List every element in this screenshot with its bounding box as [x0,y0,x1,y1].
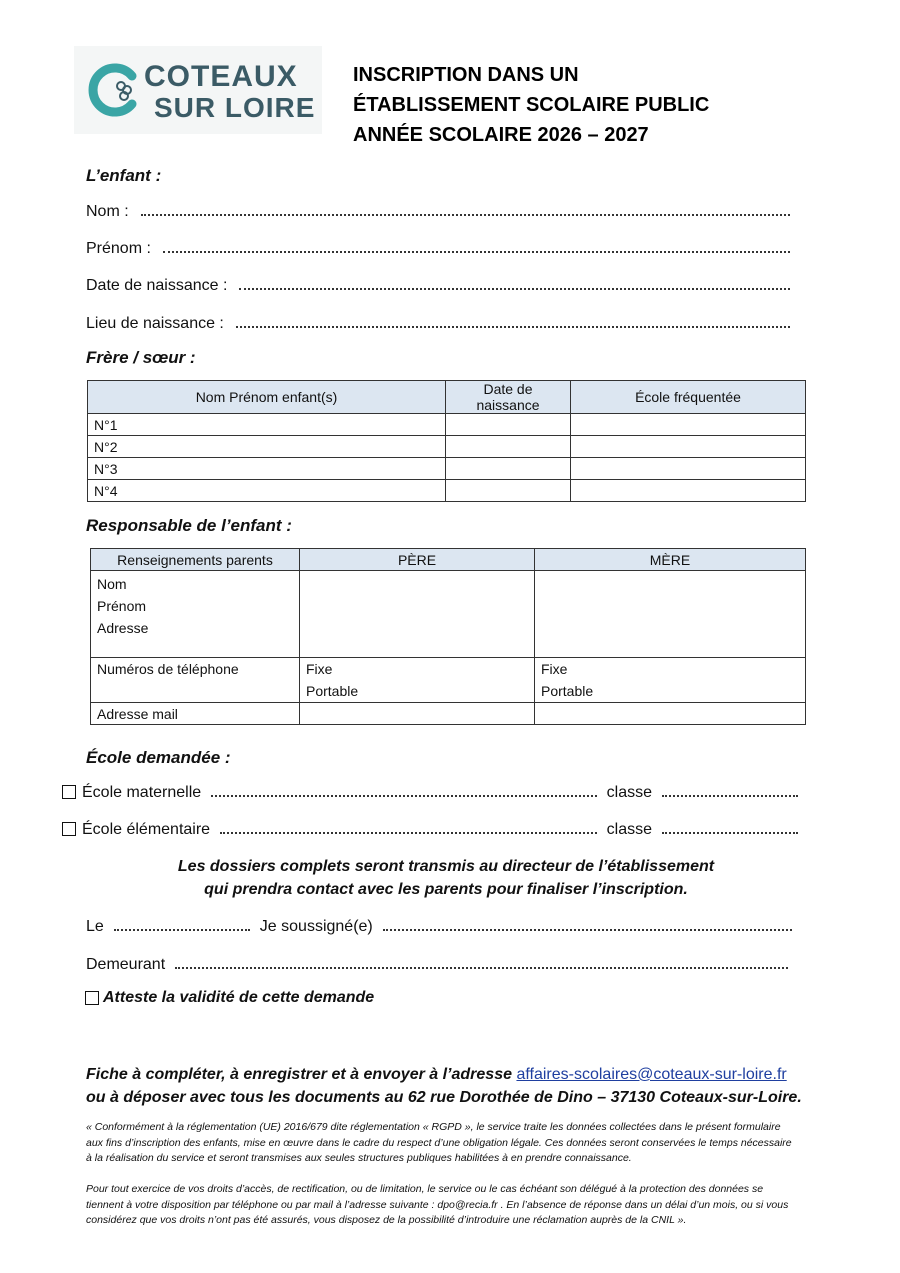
child-section-label: L’enfant : [86,166,162,185]
sibling-school-cell[interactable] [571,458,806,480]
father-fixe-label: Fixe [306,661,333,677]
siblings-header-birthdate: Date de naissance [446,381,571,414]
school-section-label: École demandée : [86,748,231,767]
father-email-cell[interactable] [300,703,535,725]
table-row [88,414,806,436]
sibling-birthdate-cell[interactable] [446,480,571,502]
mother-phone-cell[interactable] [535,658,806,703]
maternelle-classe-label: classe [606,784,652,801]
responsible-header-father: PÈRE [300,549,535,571]
sibling-row-label: N°1 [88,414,446,436]
child-nom-label: Nom : [86,203,129,220]
logo [74,46,322,134]
child-birthdate-field[interactable] [86,271,790,295]
demeurant-row [86,950,788,974]
dotted-line [141,214,790,216]
attest-label: Atteste la validité de cette demande [103,989,375,1006]
responsible-header-row [91,549,806,571]
soussigne-label: Je soussigné(e) [259,918,373,935]
maternelle-school-field[interactable] [211,795,596,797]
responsible-header-info: Renseignements parents [91,549,300,571]
maternelle-checkbox[interactable] [62,785,76,799]
logo-mark-icon [88,62,144,118]
child-birthplace-label: Lieu de naissance : [86,315,224,332]
elementaire-classe-label: classe [606,821,652,838]
siblings-header-school: École fréquentée [571,381,806,414]
sibling-school-cell[interactable] [571,414,806,436]
gdpr-paragraph-2: Pour tout exercice de vos droits d’accès, de rectification, ou de limitation, le service ou le cas échéant son délégué à la protection des données se tiennent à votre disposition par téléphone ou par mail à l’adresse suivante : dpo@recia.fr . En l’absence de réponse dans un délai d’un mois, ou si vous considérez que vos droits n’ont pas été assurés, vous disposez de la possibilité d’introduire une réclamation auprès de la CNIL ». [86,1183,789,1226]
gdpr-paragraph-1: « Conformément à la réglementation (UE) 2016/679 dite réglementation « RGPD », le service traite les données collectées dans le présent formulaire aux fins d’inscription des enfants, mise en œuvre dans le cadre du respect d’une obligation légale. Ces données seront conservées le temps nécessaire à la réalisation du service et seront transmises aux seules structures publiques habilitées à en prendre connaissance. [86,1121,792,1164]
sibling-birthdate-cell[interactable] [446,414,571,436]
elementaire-school-field[interactable] [220,832,597,834]
table-row [88,458,806,480]
siblings-table [87,380,806,502]
sibling-birthdate-cell[interactable] [446,458,571,480]
siblings-header-name: Nom Prénom enfant(s) [88,381,446,414]
sibling-school-cell[interactable] [571,436,806,458]
date-field[interactable] [114,929,250,931]
identity-labels-cell [91,571,300,658]
sibling-school-cell[interactable] [571,480,806,502]
dotted-line [163,251,790,253]
sibling-row-label: N°2 [88,436,446,458]
mother-fixe-label: Fixe [541,661,568,677]
submission-email-link[interactable]: affaires-scolaires@coteaux-sur-loire.fr [516,1066,787,1083]
transmission-notice [86,855,806,901]
submission-line-2: ou à déposer avec tous les documents au 62 rue Dorothée de Dino – 37130 Coteaux-sur-Loire. [86,1089,802,1106]
demeurant-label: Demeurant [86,956,166,973]
elementaire-checkbox[interactable] [62,822,76,836]
title-line-3: ANNÉE SCOLAIRE 2026 – 2027 [353,124,649,146]
identity-nom-label: Nom [97,576,127,592]
table-row [88,436,806,458]
responsible-table [90,548,806,725]
table-row [91,658,806,703]
submission-prefix: Fiche à compléter, à enregistrer et à envoyer à l’adresse [86,1066,512,1083]
dotted-line [239,288,790,290]
identity-adresse-label: Adresse [97,620,149,636]
school-maternelle-row [62,778,798,802]
father-phone-cell[interactable] [300,658,535,703]
mother-email-cell[interactable] [535,703,806,725]
maternelle-classe-field[interactable] [662,795,798,797]
sibling-row-label: N°4 [88,480,446,502]
identity-prenom-label: Prénom [97,598,147,614]
submission-line-1 [86,1063,806,1086]
sibling-row-label: N°3 [88,458,446,480]
title-line-2: ÉTABLISSEMENT SCOLAIRE PUBLIC [353,94,710,116]
attest-checkbox[interactable] [85,991,99,1005]
elementaire-classe-field[interactable] [662,832,798,834]
notice-line-2: qui prendra contact avec les parents pour finaliser l’inscription. [204,881,688,898]
dotted-line [236,326,790,328]
phone-label: Numéros de téléphone [97,661,239,677]
table-row [88,480,806,502]
table-row [91,571,806,658]
sibling-birthdate-cell[interactable] [446,436,571,458]
siblings-header-row [88,381,806,414]
elementaire-label: École élémentaire [82,821,211,838]
child-birthdate-label: Date de naissance : [86,277,228,294]
child-nom-field[interactable] [86,197,790,221]
notice-line-1: Les dossiers complets seront transmis au directeur de l’établissement [177,858,715,875]
father-identity-cell[interactable] [300,571,535,658]
child-birthplace-field[interactable] [86,309,790,333]
mother-identity-cell[interactable] [535,571,806,658]
school-elementaire-row [62,815,798,839]
soussigne-field[interactable] [383,929,792,931]
logo-line1: COTEAUX [144,60,298,93]
maternelle-label: École maternelle [82,784,202,801]
signature-row [86,912,792,936]
phone-label-cell [91,658,300,703]
title-line-1: INSCRIPTION DANS UN [353,64,579,86]
child-prenom-label: Prénom : [86,240,151,257]
responsible-header-mother: MÈRE [535,549,806,571]
submission-instructions [86,1063,806,1109]
mother-portable-label: Portable [541,683,594,699]
table-row [91,703,806,725]
demeurant-field[interactable] [175,967,788,969]
logo-line2: SUR LOIRE [154,92,316,123]
attest-row [85,989,374,1007]
le-label: Le [86,918,104,935]
father-portable-label: Portable [306,683,359,699]
responsible-section-label: Responsable de l’enfant : [86,516,292,535]
siblings-section-label: Frère / sœur : [86,348,196,367]
child-prenom-field[interactable] [86,234,790,258]
email-label-cell: Adresse mail [91,703,300,725]
